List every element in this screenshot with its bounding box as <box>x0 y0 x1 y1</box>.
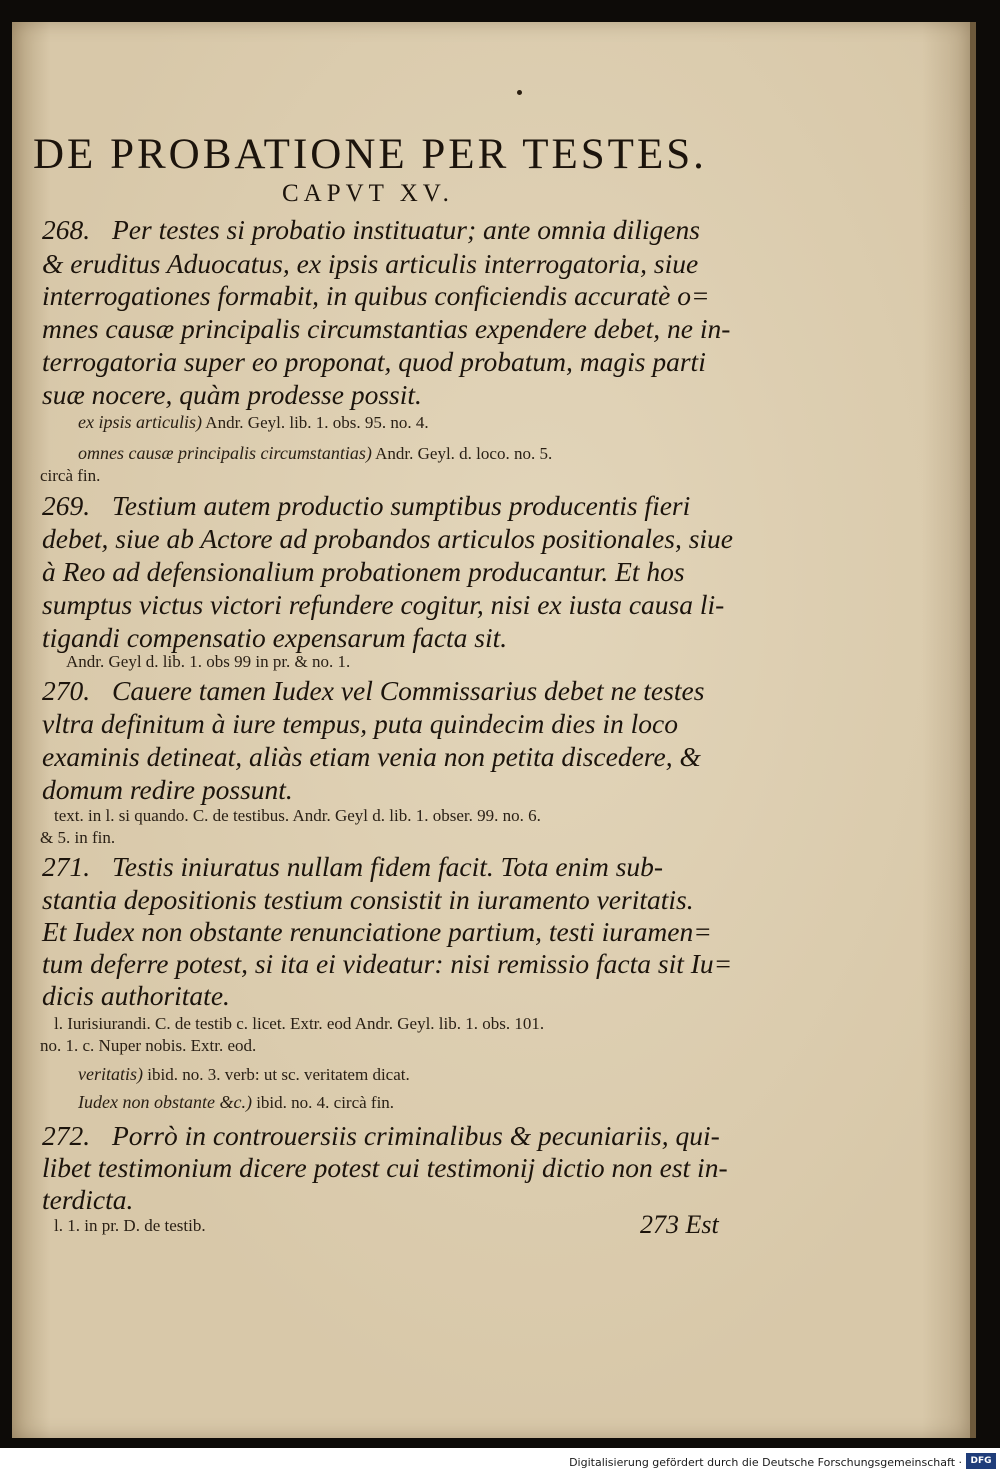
paragraph-number: 269. <box>42 490 91 521</box>
footnote: ex ipsis articulis) Andr. Geyl. lib. 1. obs. 95. no. 4. <box>78 412 429 432</box>
paragraph-line: vltra definitum à iure tempus, puta quindecim dies in loco <box>42 708 678 739</box>
paragraph-line: tigandi compensatio expensarum facta sit. <box>42 622 508 653</box>
paragraph-line: 271. Testis iniuratus nullam fidem facit. Tota enim sub- <box>42 851 664 882</box>
paragraph-line: 270. Cauere tamen Iudex vel Commissarius debet ne testes <box>42 675 705 706</box>
paragraph-line: debet, siue ab Actore ad probandos articulos positionales, siue <box>42 523 734 554</box>
paragraph-line: à Reo ad defensionalium probationem producantur. Et hos <box>42 556 685 587</box>
footnote: l. Iurisiurandi. C. de testib c. licet. Extr. eod Andr. Geyl. lib. 1. obs. 101. <box>54 1014 545 1033</box>
footnote: omnes causæ principalis circumstantias) Andr. Geyl. d. loco. no. 5. <box>78 443 553 463</box>
footnote: no. 1. c. Nuper nobis. Extr. eod. <box>40 1036 257 1055</box>
footnote: & 5. in fin. <box>40 828 116 847</box>
paragraph-line: 269. Testium autem productio sumptibus producentis fieri <box>42 490 691 521</box>
paragraph-line: sumptus victus victori refundere cogitur, nisi ex iusta causa li- <box>42 589 725 620</box>
paragraph-line: interrogationes formabit, in quibus conficiendis accuratè o= <box>42 280 710 311</box>
dfg-logo: DFG <box>966 1453 996 1469</box>
paragraph-line: suæ nocere, quàm prodesse possit. <box>42 379 422 410</box>
paragraph-number: 271. <box>42 851 91 882</box>
paragraph-line: dicis authoritate. <box>42 980 230 1011</box>
paragraph-number: 268. <box>42 214 91 245</box>
paragraph-line: stantia depositionis testium consistit in iuramento veritatis. <box>42 884 694 915</box>
paragraph-number: 272. <box>42 1120 91 1151</box>
paragraph-line: domum redire possunt. <box>42 774 293 805</box>
catchword: 273 Est <box>640 1210 719 1239</box>
paragraph-line: terrogatoria super eo proponat, quod probatum, magis parti <box>42 346 706 377</box>
footer-credit: Digitalisierung gefördert durch die Deutsche Forschungsgemeinschaft · <box>569 1456 962 1469</box>
footnote: veritatis) ibid. no. 3. verb: ut sc. veritatem dicat. <box>78 1064 410 1084</box>
chapter-heading: CAPVT XV. <box>282 180 454 207</box>
paragraph-line: & eruditus Aduocatus, ex ipsis articulis interrogatoria, siue <box>42 248 699 279</box>
footnote: Iudex non obstante &c.) ibid. no. 4. circà fin. <box>78 1092 395 1112</box>
footnote: text. in l. si quando. C. de testibus. Andr. Geyl d. lib. 1. obser. 99. no. 6. <box>54 806 541 825</box>
footnote: l. 1. in pr. D. de testib. <box>54 1216 206 1235</box>
paragraph-line: Et Iudex non obstante renunciatione partium, testi iuramen= <box>42 916 712 947</box>
paragraph-line: tum deferre potest, si ita ei videatur: nisi remissio facta sit Iu= <box>42 948 733 979</box>
paragraph-number: 270. <box>42 675 91 706</box>
paragraph-line: libet testimonium dicere potest cui testimonij dictio non est in- <box>42 1152 728 1183</box>
paragraph-line: 272. Porrò in controuersiis criminalibus & pecuniariis, qui- <box>42 1120 720 1151</box>
footnote: Andr. Geyl d. lib. 1. obs 99 in pr. & no. 1. <box>66 652 351 671</box>
page-title: DE PROBATIONE PER TESTES. <box>33 131 707 178</box>
paragraph-line: terdicta. <box>42 1184 134 1215</box>
paragraph-line: examinis detineat, aliàs etiam venia non petita discedere, & <box>42 741 701 772</box>
paragraph-line: mnes causæ principalis circumstantias expendere debet, ne in- <box>42 313 731 344</box>
footnote: circà fin. <box>40 466 101 485</box>
ink-spot <box>517 90 522 95</box>
paragraph-line: 268. Per testes si probatio instituatur; ante omnia diligens <box>42 214 700 245</box>
